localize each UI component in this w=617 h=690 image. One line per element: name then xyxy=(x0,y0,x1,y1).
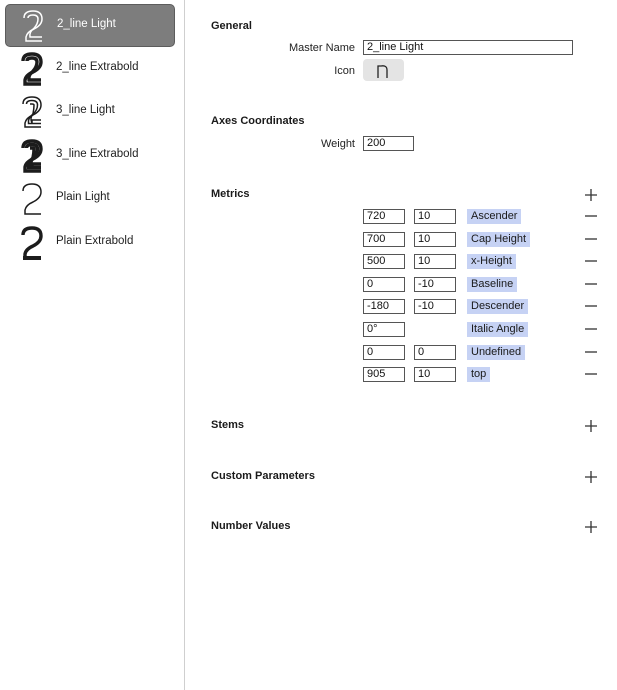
metric-name-tag[interactable]: Undefined xyxy=(467,345,525,360)
master-icon-button[interactable] xyxy=(363,59,404,81)
metric-overshoot-field[interactable]: 10 xyxy=(414,254,456,269)
master-glyph-icon xyxy=(19,181,45,217)
add-number-value-icon[interactable] xyxy=(583,519,599,535)
metric-position-field[interactable]: 0 xyxy=(363,277,405,292)
master-glyph-icon xyxy=(19,138,45,174)
master-glyph-icon xyxy=(20,8,46,44)
metric-name-tag[interactable]: Baseline xyxy=(467,277,517,292)
custom-parameters-section-title: Custom Parameters xyxy=(211,470,315,482)
master-item-label: 3_line Light xyxy=(56,104,115,116)
master-item[interactable] xyxy=(5,91,175,134)
metric-overshoot-field[interactable]: 10 xyxy=(414,209,456,224)
metrics-section-title: Metrics xyxy=(211,188,250,200)
remove-metric-icon[interactable] xyxy=(583,276,599,292)
master-glyph-icon xyxy=(19,51,45,87)
master-item[interactable] xyxy=(5,222,175,265)
master-glyph-icon xyxy=(19,94,45,130)
add-metric-icon[interactable] xyxy=(583,187,599,203)
remove-metric-icon[interactable] xyxy=(583,253,599,269)
master-item[interactable] xyxy=(5,4,175,47)
master-item[interactable] xyxy=(5,178,175,221)
masters-sidebar xyxy=(0,0,185,690)
add-custom-parameter-icon[interactable] xyxy=(583,469,599,485)
metric-position-field[interactable]: 0 xyxy=(363,345,405,360)
metric-name-tag[interactable]: x-Height xyxy=(467,254,516,269)
master-item-label: Plain Light xyxy=(56,191,110,203)
weight-field[interactable]: 200 xyxy=(363,136,414,151)
weight-label: Weight xyxy=(320,138,355,150)
metric-name-tag[interactable]: Ascender xyxy=(467,209,521,224)
master-info-panel xyxy=(185,0,617,690)
metric-name-tag[interactable]: Descender xyxy=(467,299,528,314)
axes-section-title: Axes Coordinates xyxy=(211,115,305,127)
metric-position-field[interactable]: 720 xyxy=(363,209,405,224)
metric-overshoot-field[interactable]: 10 xyxy=(414,232,456,247)
general-section-title: General xyxy=(211,20,252,32)
metric-name-tag[interactable]: top xyxy=(467,367,490,382)
metric-position-field[interactable]: 905 xyxy=(363,367,405,382)
remove-metric-icon[interactable] xyxy=(583,298,599,314)
master-item-label: Plain Extrabold xyxy=(56,234,134,247)
metric-overshoot-field[interactable]: -10 xyxy=(414,277,456,292)
metric-position-field[interactable]: 700 xyxy=(363,232,405,247)
stems-section-title: Stems xyxy=(211,419,245,431)
add-stem-icon[interactable] xyxy=(583,418,599,434)
remove-metric-icon[interactable] xyxy=(583,208,599,224)
metric-name-tag[interactable]: Italic Angle xyxy=(467,322,528,337)
metric-position-field[interactable]: -180 xyxy=(363,299,405,314)
remove-metric-icon[interactable] xyxy=(583,231,599,247)
master-name-label: Master Name xyxy=(288,42,355,54)
master-item[interactable] xyxy=(5,48,175,91)
master-name-field[interactable]: 2_line Light xyxy=(363,40,573,55)
remove-metric-icon[interactable] xyxy=(583,321,599,337)
metric-position-field[interactable]: 0° xyxy=(363,322,405,337)
remove-metric-icon[interactable] xyxy=(583,366,599,382)
icon-label: Icon xyxy=(334,65,355,77)
metric-overshoot-field[interactable]: 0 xyxy=(414,345,456,360)
master-item-label: 3_line Extrabold xyxy=(56,147,139,160)
metric-position-field[interactable]: 500 xyxy=(363,254,405,269)
n-glyph-icon xyxy=(376,63,390,78)
master-item[interactable] xyxy=(5,135,175,178)
master-item-label: 2_line Extrabold xyxy=(56,60,139,73)
number-values-section-title: Number Values xyxy=(211,520,291,532)
master-glyph-icon xyxy=(19,225,45,261)
metric-overshoot-field[interactable]: 10 xyxy=(414,367,456,382)
remove-metric-icon[interactable] xyxy=(583,344,599,360)
metric-overshoot-field[interactable]: -10 xyxy=(414,299,456,314)
master-item-label: 2_line Light xyxy=(57,18,116,30)
metric-name-tag[interactable]: Cap Height xyxy=(467,232,530,247)
